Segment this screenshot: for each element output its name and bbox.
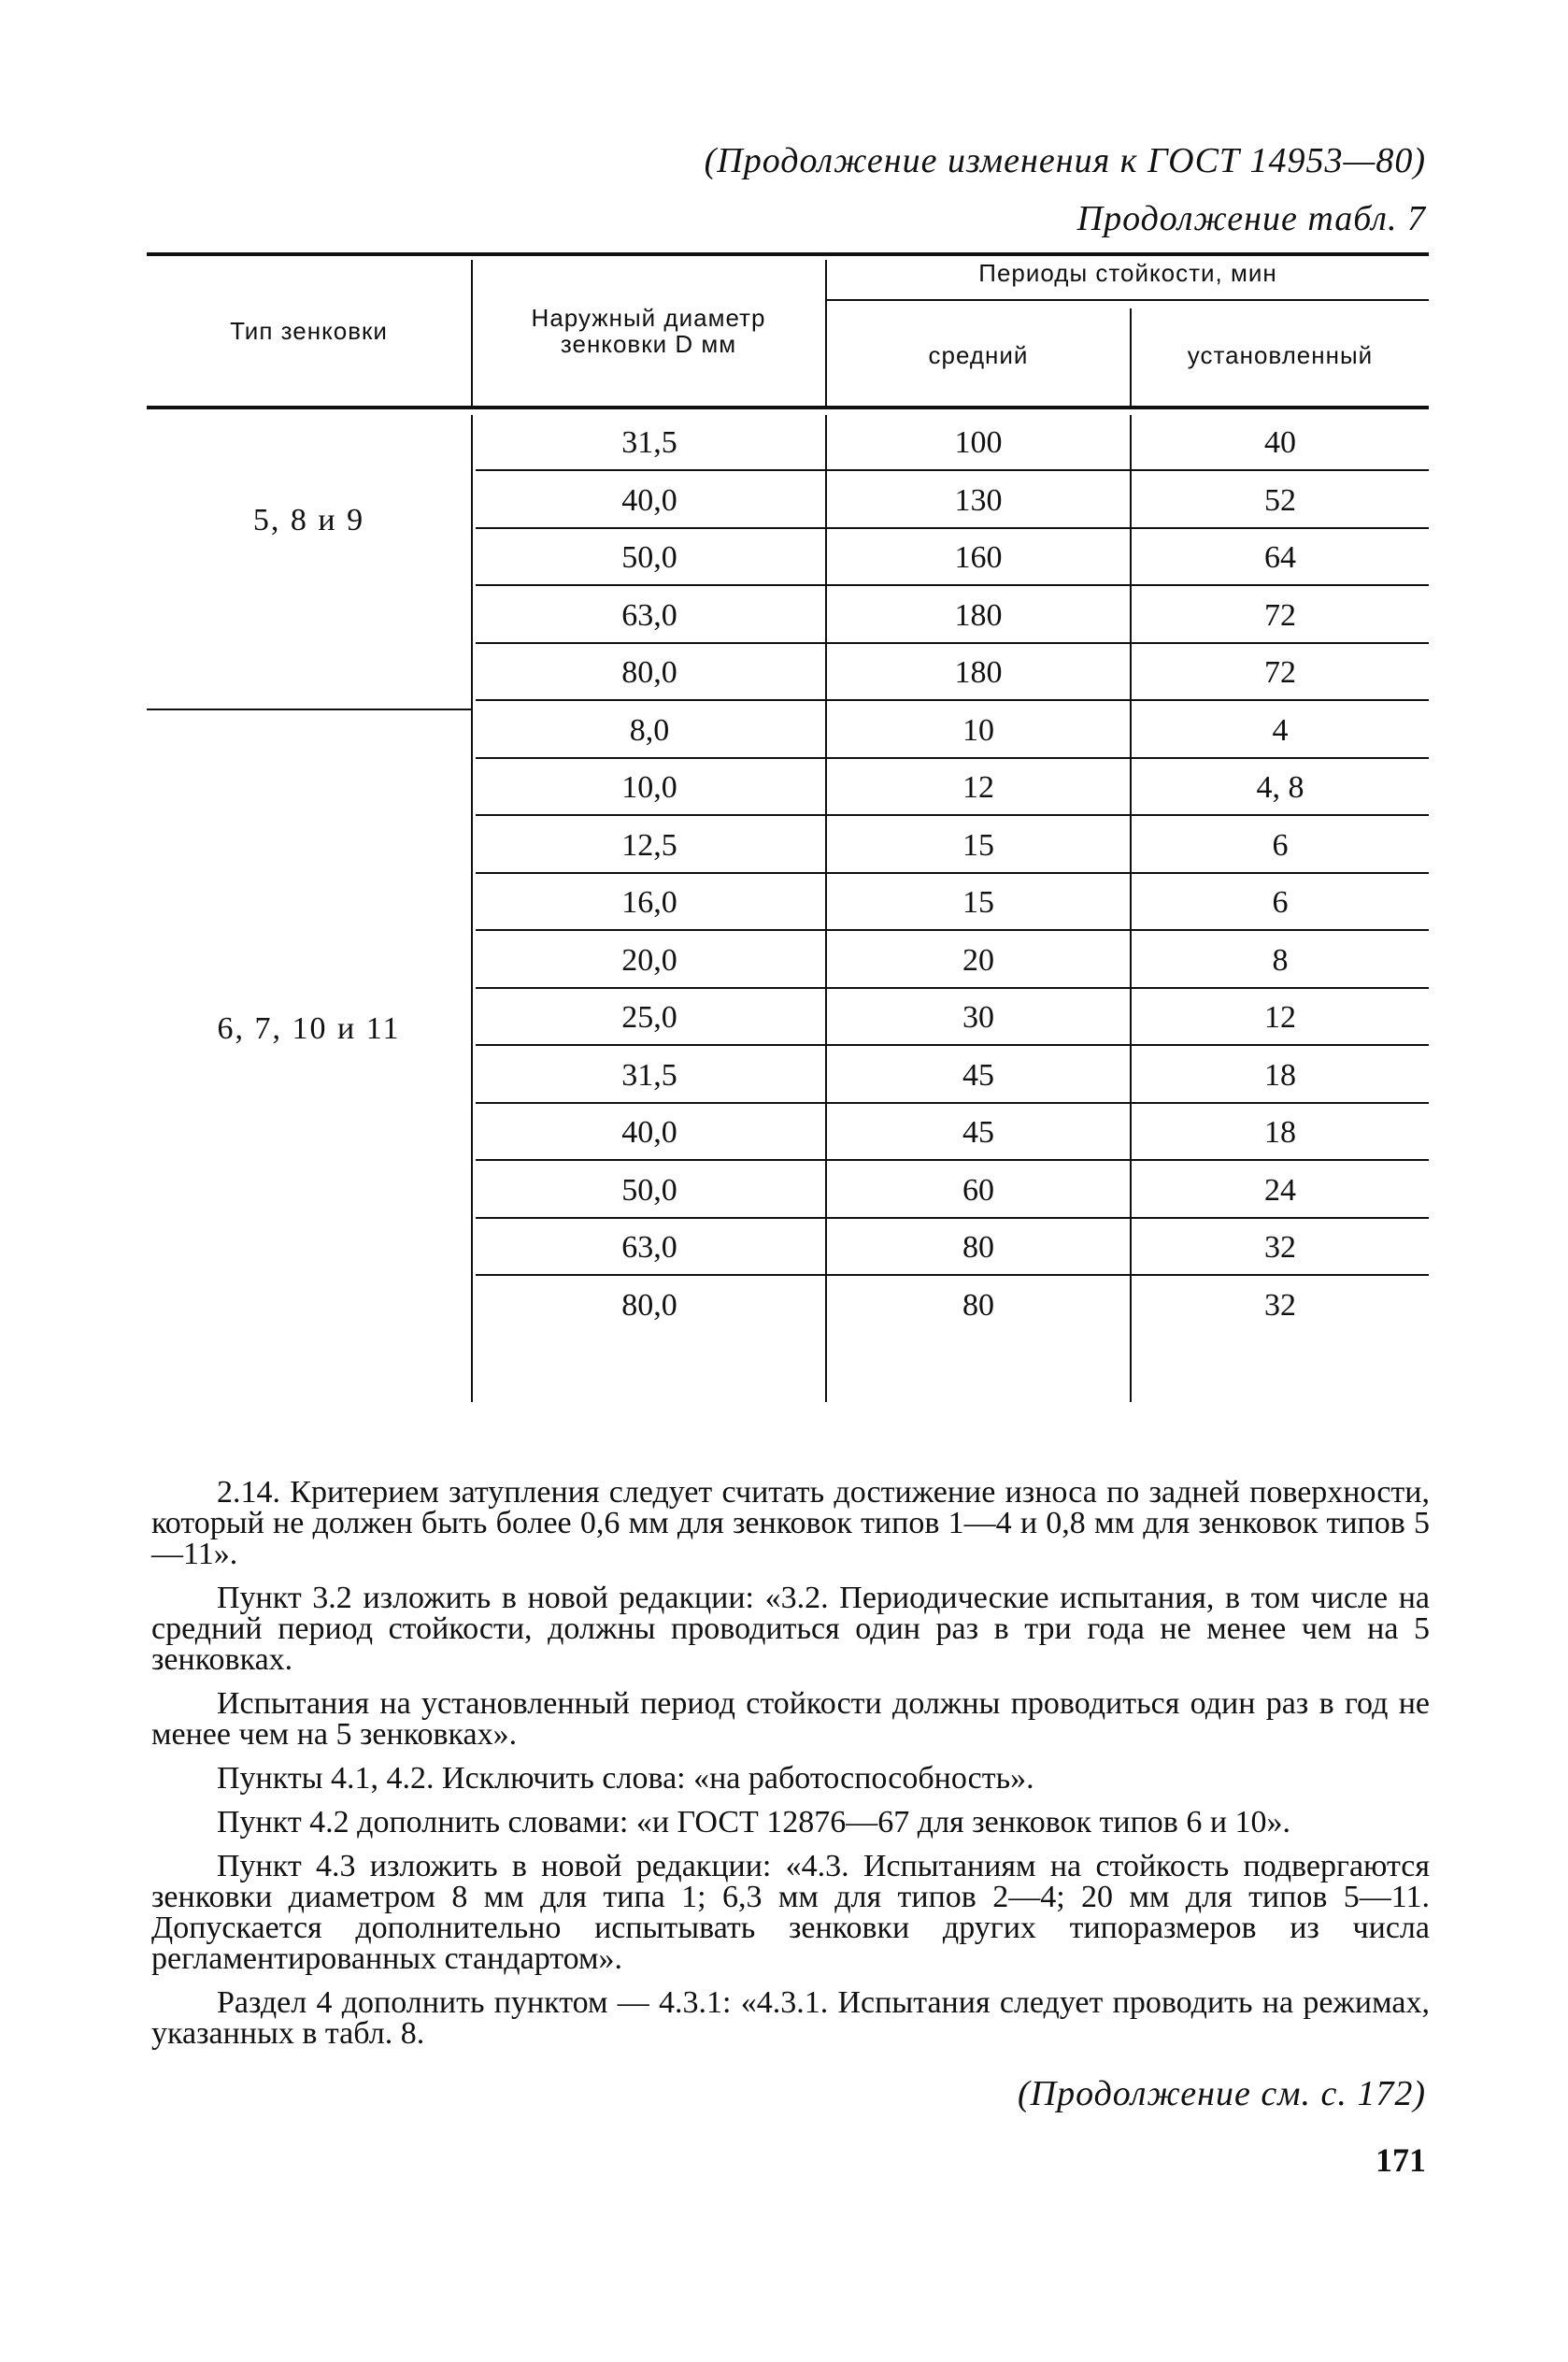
average-life-cell: 10 xyxy=(962,712,994,748)
established-life-cell: 18 xyxy=(1264,1115,1296,1150)
diameter-cell: 40,0 xyxy=(621,1115,677,1150)
established-life-cell: 32 xyxy=(1264,1230,1296,1265)
table-continuation-label: Продолжение табл. 7 xyxy=(1076,199,1426,238)
continuation-footer: (Продолжение см. с. 172) xyxy=(1017,2074,1426,2113)
established-life-cell: 72 xyxy=(1264,655,1296,690)
row-rule xyxy=(476,814,1429,816)
average-life-cell: 60 xyxy=(962,1172,994,1208)
col-established-header: установленный xyxy=(1187,341,1374,369)
average-life-cell: 30 xyxy=(962,1000,994,1035)
paragraph: 2.14. Критерием затупления следует считать достижение износа по задней поверхности, который не должен быть более 0,6 мм для зенковок типов 1—4 и 0,8 мм для зенковок типов 5—11». xyxy=(151,1475,1430,1571)
average-life-cell: 15 xyxy=(962,885,994,920)
row-rule xyxy=(476,1044,1429,1046)
body-divider-1 xyxy=(471,415,473,1402)
row-rule xyxy=(476,469,1429,471)
established-life-cell: 24 xyxy=(1264,1172,1296,1208)
established-life-cell: 64 xyxy=(1264,540,1296,575)
tool-life-table xyxy=(147,252,1429,1411)
diameter-cell: 16,0 xyxy=(621,885,677,920)
diameter-cell: 63,0 xyxy=(621,597,677,633)
established-life-cell: 32 xyxy=(1264,1287,1296,1323)
average-life-cell: 15 xyxy=(962,827,994,863)
average-life-cell: 80 xyxy=(962,1230,994,1265)
paragraph: Пункт 3.2 изложить в новой редакции: «3.2. Периодические испытания, в том числе на средний период стойкости, должны проводиться один раз в три года не менее чем на 5 зенковках. xyxy=(151,1581,1430,1677)
row-rule xyxy=(476,1159,1429,1161)
average-life-cell: 45 xyxy=(962,1115,994,1150)
page-number: 171 xyxy=(1376,2141,1426,2179)
established-life-cell: 6 xyxy=(1272,827,1289,863)
diameter-cell: 10,0 xyxy=(621,770,677,805)
diameter-cell: 50,0 xyxy=(621,540,677,575)
established-life-cell: 6 xyxy=(1272,885,1289,920)
paragraph: Раздел 4 дополнить пунктом — 4.3.1: «4.3.1. Испытания следует проводить на режимах, указанных в табл. 8. xyxy=(151,1985,1430,2051)
average-life-cell: 180 xyxy=(954,597,1003,633)
diameter-cell: 50,0 xyxy=(621,1172,677,1208)
periods-subrule xyxy=(827,299,1429,301)
header-bottom-rule xyxy=(147,406,1429,409)
continuation-header: (Продолжение изменения к ГОСТ 14953—80) xyxy=(704,141,1426,180)
row-rule xyxy=(476,642,1429,644)
diameter-cell: 31,5 xyxy=(621,425,677,460)
diameter-cell: 40,0 xyxy=(621,482,677,518)
average-life-cell: 80 xyxy=(962,1287,994,1323)
paragraph: Пункт 4.3 изложить в новой редакции: «4.3. Испытаниям на стойкость подвергаются зенковки диаметром 8 мм для типа 1; 6,3 мм для типов 2—4; 20 мм для типов 5—11. Допускается дополнительно испытывать зенковки других типоразмеров из числа регламентированных стандартом». xyxy=(151,1849,1430,1976)
diameter-cell: 31,5 xyxy=(621,1057,677,1093)
diameter-cell: 25,0 xyxy=(621,1000,677,1035)
paragraph: Пункт 4.2 дополнить словами: «и ГОСТ 12876—67 для зенковок типов 6 и 10». xyxy=(217,1805,1291,1839)
col-average-header: средний xyxy=(928,341,1029,369)
header-divider-1 xyxy=(471,260,473,406)
average-life-cell: 160 xyxy=(954,540,1003,575)
col-diameter-header: Наружный диаметр зенковки D мм xyxy=(531,304,766,358)
row-rule xyxy=(476,757,1429,759)
row-rule xyxy=(476,987,1429,989)
group-type-label: 5, 8 и 9 xyxy=(252,503,365,537)
average-life-cell: 100 xyxy=(954,425,1003,460)
diameter-cell: 80,0 xyxy=(621,1287,677,1323)
row-rule xyxy=(476,929,1429,931)
average-life-cell: 180 xyxy=(954,655,1003,690)
established-life-cell: 72 xyxy=(1264,597,1296,633)
amendment-text xyxy=(151,1477,1430,2062)
paragraph: Пункты 4.1, 4.2. Исключить слова: «на работоспособность». xyxy=(217,1761,1034,1796)
row-rule xyxy=(476,1102,1429,1104)
established-life-cell: 12 xyxy=(1264,1000,1296,1035)
row-rule xyxy=(476,584,1429,586)
established-life-cell: 4, 8 xyxy=(1256,770,1304,805)
row-rule xyxy=(476,1274,1429,1276)
established-life-cell: 8 xyxy=(1272,942,1289,978)
col-periods-header: Периоды стойкости, мин xyxy=(978,259,1277,287)
average-life-cell: 20 xyxy=(962,942,994,978)
row-rule xyxy=(476,1217,1429,1219)
table-top-rule xyxy=(147,252,1429,256)
average-life-cell: 12 xyxy=(962,770,994,805)
established-life-cell: 40 xyxy=(1264,425,1296,460)
row-rule xyxy=(476,872,1429,874)
col-type-header: Тип зенковки xyxy=(230,317,388,345)
diameter-cell: 80,0 xyxy=(621,655,677,690)
group-type-label: 6, 7, 10 и 11 xyxy=(217,1011,401,1046)
row-rule xyxy=(476,527,1429,529)
average-life-cell: 45 xyxy=(962,1057,994,1093)
established-life-cell: 52 xyxy=(1264,482,1296,518)
established-life-cell: 18 xyxy=(1264,1057,1296,1093)
diameter-cell: 8,0 xyxy=(629,712,670,748)
paragraph: Испытания на установленный период стойкости должны проводиться один раз в год не менее чем на 5 зенковках». xyxy=(151,1686,1430,1752)
established-life-cell: 4 xyxy=(1272,712,1289,748)
diameter-cell: 20,0 xyxy=(621,942,677,978)
group-separator xyxy=(147,709,471,710)
diameter-cell: 12,5 xyxy=(621,827,677,863)
diameter-cell: 63,0 xyxy=(621,1230,677,1265)
row-rule xyxy=(476,699,1429,701)
average-life-cell: 130 xyxy=(954,482,1003,518)
